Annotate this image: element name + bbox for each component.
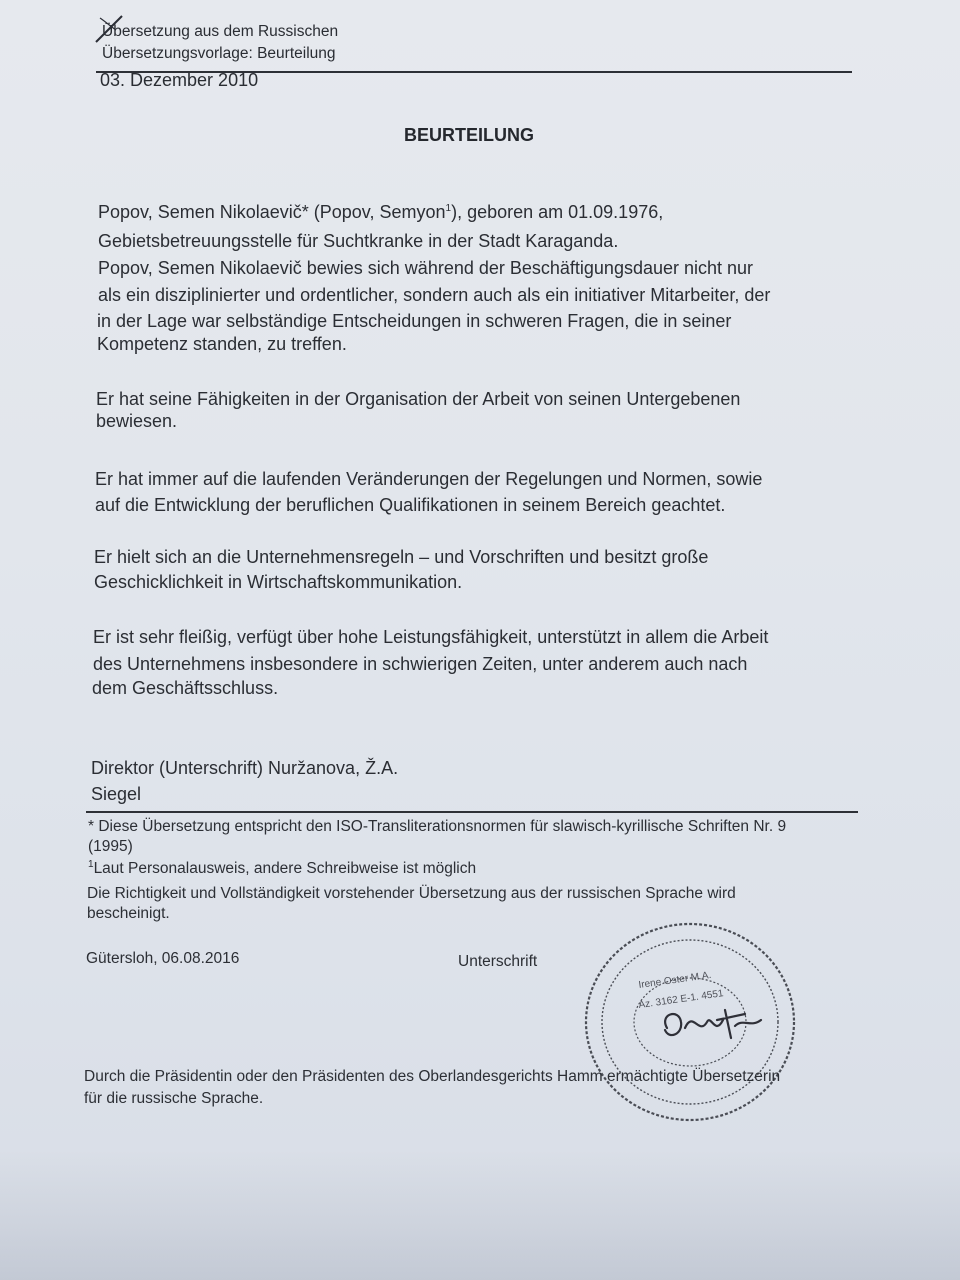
paragraph-3-line-1: Er hat immer auf die laufenden Veränderungen der Regelungen und Normen, sowie	[95, 469, 763, 489]
paragraph-1-line-4: als ein disziplinierter und ordentlicher, sondern auch als ein initiativer Mitarbeiter, der	[98, 285, 771, 305]
document-date: 03. Dezember 2010	[100, 70, 259, 90]
footnote-ref-1: 1	[445, 203, 452, 214]
translator-signature-label: Unterschrift	[458, 953, 538, 970]
director-signature-line: Direktor (Unterschrift) Nuržanova, Ž.A.	[91, 758, 399, 778]
document-title: BEURTEILUNG	[404, 125, 534, 145]
p1-line1-text: Popov, Semen Nikolaevič* (Popov, Semyon	[98, 202, 446, 222]
paper-shadow	[0, 1150, 960, 1280]
handwritten-strike-mark	[92, 12, 132, 46]
paragraph-1-line-2: Gebietsbetreuungsstelle für Suchtkranke in der Stadt Karaganda.	[98, 231, 619, 251]
paragraph-1-line-3: Popov, Semen Nikolaevič bewies sich während der Beschäftigungsdauer nicht nur	[98, 258, 754, 278]
paragraph-5-line-1: Er ist sehr fleißig, verfügt über hohe Leistungsfähigkeit, unterstützt in allem die Arbeit	[93, 627, 769, 647]
authority-line-2: für die russische Sprache.	[84, 1090, 264, 1107]
iso-footnote-line-1: * Diese Übersetzung entspricht den ISO-Transliterationsnormen für slawisch-kyrillische Schriften Nr. 9	[88, 818, 787, 835]
header-source-line: Übersetzung aus dem Russischen	[102, 23, 339, 40]
certification-line-1: Die Richtigkeit und Vollständigkeit vorstehender Übersetzung aus der russischen Sprache wird	[87, 885, 736, 902]
paragraph-2-line-2: bewiesen.	[96, 411, 178, 431]
header-template-line: Übersetzungsvorlage: Beurteilung	[102, 45, 336, 62]
paragraph-4-line-1: Er hielt sich an die Unternehmensregeln – und Vorschriften und besitzt große	[94, 547, 709, 567]
iso-footnote-line-2: (1995)	[88, 838, 133, 855]
paragraph-1-line-6: Kompetenz standen, zu treffen.	[97, 334, 347, 354]
paragraph-1-line-1	[98, 199, 663, 225]
footnote-1-marker: 1	[88, 858, 94, 870]
place-and-date: Gütersloh, 06.08.2016	[86, 950, 240, 967]
footer-rule	[86, 811, 858, 813]
paragraph-2-line-1: Er hat seine Fähigkeiten in der Organisation der Arbeit von seinen Untergebenen	[96, 389, 741, 409]
paragraph-1-line-5: in der Lage war selbständige Entscheidungen in schweren Fragen, die in seiner	[97, 311, 732, 331]
p1-line1-text-end: ), geboren am 01.09.1976,	[451, 202, 664, 222]
paragraph-3-line-2: auf die Entwicklung der beruflichen Qualifikationen in seinem Bereich geachtet.	[95, 495, 726, 515]
authority-line-1: Durch die Präsidentin oder den Präsidenten des Oberlandesgerichts Hamm ermächtigte Übersetzerin	[84, 1068, 781, 1085]
certification-line-2: bescheinigt.	[87, 905, 170, 922]
handwritten-signature	[665, 1010, 761, 1038]
translator-stamp	[575, 910, 805, 1130]
stamp-reference: Az. 3162 E-1. 4551	[637, 988, 725, 1011]
stamp-name: Irene Oster M.A.	[637, 969, 713, 991]
paragraph-4-line-2: Geschicklichkeit in Wirtschaftskommunikation.	[94, 572, 463, 592]
footnote-1	[88, 858, 476, 880]
footnote-1-text: Laut Personalausweis, andere Schreibweise ist möglich	[93, 860, 477, 877]
paragraph-5-line-3: dem Geschäftsschluss.	[92, 678, 279, 698]
paragraph-5-line-2: des Unternehmens insbesondere in schwierigen Zeiten, unter anderem auch nach	[93, 654, 748, 674]
seal-label: Siegel	[91, 784, 142, 804]
